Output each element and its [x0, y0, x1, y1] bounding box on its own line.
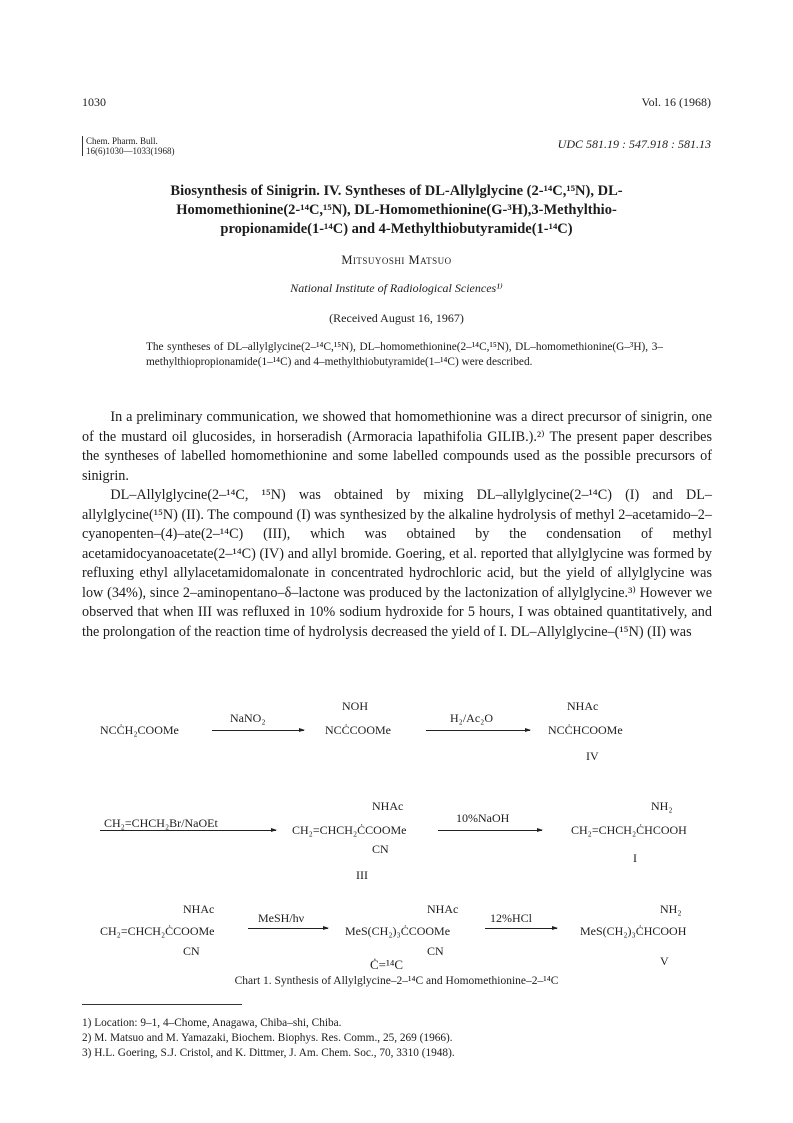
- footnote-divider: [82, 1004, 242, 1005]
- compound-label-iv: IV: [586, 749, 599, 763]
- reaction-arrow: [100, 830, 276, 831]
- paragraph-1: In a preliminary communication, we showed that homomethionine was a direct precursor of sinigrin, one of the mustard oil glucosides, in horseradish (Armoracia lapathifolia GILIB.).²⁾ The present paper describes the syntheses of labelled homomethionine and some labelled compounds used as the possible precursors of sinigrin.: [82, 409, 712, 484]
- substituent-noh: NOH: [342, 699, 368, 713]
- reagent-hcl: 12%HCl: [490, 911, 532, 925]
- compound-iii: CH₂=CHCH₂ĊCOOMe: [292, 823, 407, 837]
- reaction-arrow: [248, 928, 328, 929]
- footnote-text: H.L. Goering, S.J. Cristol, and K. Dittmer, J. Am. Chem. Soc., 70, 3310 (1948).: [94, 1047, 455, 1059]
- substituent-cn: CN: [427, 944, 444, 958]
- compound-label-v: V: [660, 954, 669, 968]
- page-number: 1030: [82, 95, 106, 109]
- footnote-text: M. Matsuo and M. Yamazaki, Biochem. Biophys. Res. Comm., 25, 269 (1966).: [94, 1032, 453, 1044]
- compound-v: MeS(CH₂)₃ĊHCOOH: [580, 924, 687, 938]
- reagent-mesh: MeSH/hν: [258, 911, 305, 925]
- abstract: The syntheses of DL–allylglycine(2–¹⁴C,¹⁵N), DL–homomethionine(2–¹⁴C,¹⁵N), DL–homomethionine(G–³H), 3–methylthiopropionamide(1–¹⁴C) and 4–methylthiobutyramide(1–¹⁴C) were described.: [146, 341, 663, 368]
- compound-nitrile-ester: MeS(CH₂)₃ĊCOOMe: [345, 924, 451, 938]
- reagent-naoh: 10%NaOH: [456, 811, 510, 825]
- substituent-nh2: NH₂: [660, 902, 682, 916]
- substituent-nhac: NHAc: [567, 699, 599, 713]
- footnote-2: [82, 1031, 722, 1046]
- compound-methyl-cyanoacetate: NCĊH₂COOMe: [100, 723, 179, 737]
- footnote-number: 2): [82, 1032, 92, 1044]
- substituent-cn: CN: [372, 842, 389, 856]
- citation-journal: Chem. Pharm. Bull.: [86, 136, 158, 146]
- body-text: [82, 408, 712, 642]
- reagent-nano2: NaNO₂: [230, 711, 266, 725]
- footnotes: [82, 1016, 722, 1061]
- compound-iv: NCĊHCOOMe: [548, 723, 623, 737]
- reagent-allyl-bromide: CH₂=CHCH₂Br/NaOEt: [104, 816, 218, 830]
- isotope-legend: Ċ=¹⁴C: [370, 957, 404, 972]
- reaction-arrow: [438, 830, 542, 831]
- title-line-3: propionamide(1-¹⁴C) and 4-Methylthiobutyramide(1-¹⁴C): [220, 221, 573, 237]
- title-line-1: Biosynthesis of Sinigrin. IV. Syntheses of DL-Allylglycine (2-¹⁴C,¹⁵N), DL-: [170, 183, 623, 199]
- compound-i: CH₂=CHCH₂ĊHCOOH: [571, 823, 687, 837]
- citation-issue: 16(6)1030—1033(1968): [86, 146, 175, 156]
- compound-oxime: NCĊCOOMe: [325, 723, 392, 737]
- footnote-number: 3): [82, 1047, 92, 1059]
- footnote-1: [82, 1016, 722, 1031]
- chart-caption: Chart 1. Synthesis of Allylglycine–2–¹⁴C and Homomethionine–2–¹⁴C: [234, 975, 559, 987]
- received-date: (Received August 16, 1967): [329, 311, 464, 325]
- compound-iii: CH₂=CHCH₂ĊCOOMe: [100, 924, 215, 938]
- paragraph-2: DL–Allylglycine(2–¹⁴C, ¹⁵N) was obtained by mixing DL–allylglycine(2–¹⁴C) (I) and DL–allylglycine(¹⁵N) (II). The compound (I) was synthesized by the alkaline hydrolysis of methyl 2–acetamido–2–cyanopenten–(4)–ate(2–¹⁴C) (III), which was obtained by the condensation of methyl acetamidocyanoacetate(2–¹⁴C) (IV) and allyl bromide. Goering, et al. reported that allylglycine was formed by refluxing ethyl allylacetamidomalonate in concentrated hydrochloric acid, but the yield of allylglycine was low (34%), since 2–aminopentano–δ–lactone was produced by the lactonization of allylglycine.³⁾ However we observed that when III was refluxed in 10% sodium hydroxide for 5 hours, I was obtained quantitatively, and the prolongation of the reaction time of hydrolysis decreased the yield of I. DL–Allylglycine–(¹⁵N) (II) was: [82, 487, 712, 640]
- journal-citation: [82, 136, 175, 156]
- substituent-nh2: NH₂: [651, 799, 673, 813]
- footnote-text: Location: 9–1, 4–Chome, Anagawa, Chiba–shi, Chiba.: [94, 1017, 342, 1029]
- compound-label-i: I: [633, 851, 637, 865]
- volume-label: Vol. 16 (1968): [641, 95, 711, 109]
- footnote-number: 1): [82, 1017, 92, 1029]
- substituent-cn: CN: [183, 944, 200, 958]
- compound-label-iii: III: [356, 868, 368, 882]
- article-title: [120, 182, 673, 239]
- title-line-2: Homomethionine(2-¹⁴C,¹⁵N), DL-Homomethionine(G-³H),3-Methylthio-: [176, 202, 617, 218]
- reaction-arrow: [485, 928, 557, 929]
- substituent-nhac: NHAc: [372, 799, 404, 813]
- reaction-arrow: [426, 730, 530, 731]
- udc-code: UDC 581.19 : 547.918 : 581.13: [557, 137, 711, 151]
- reaction-arrow: [212, 730, 304, 731]
- substituent-nhac: NHAc: [183, 902, 215, 916]
- substituent-nhac: NHAc: [427, 902, 459, 916]
- author-name: Mitsuyoshi Matsuo: [341, 253, 452, 267]
- institution: National Institute of Radiological Sciences¹⁾: [290, 281, 503, 295]
- reagent-h2-ac2o: H₂/Ac₂O: [450, 711, 494, 725]
- footnote-3: [82, 1046, 722, 1061]
